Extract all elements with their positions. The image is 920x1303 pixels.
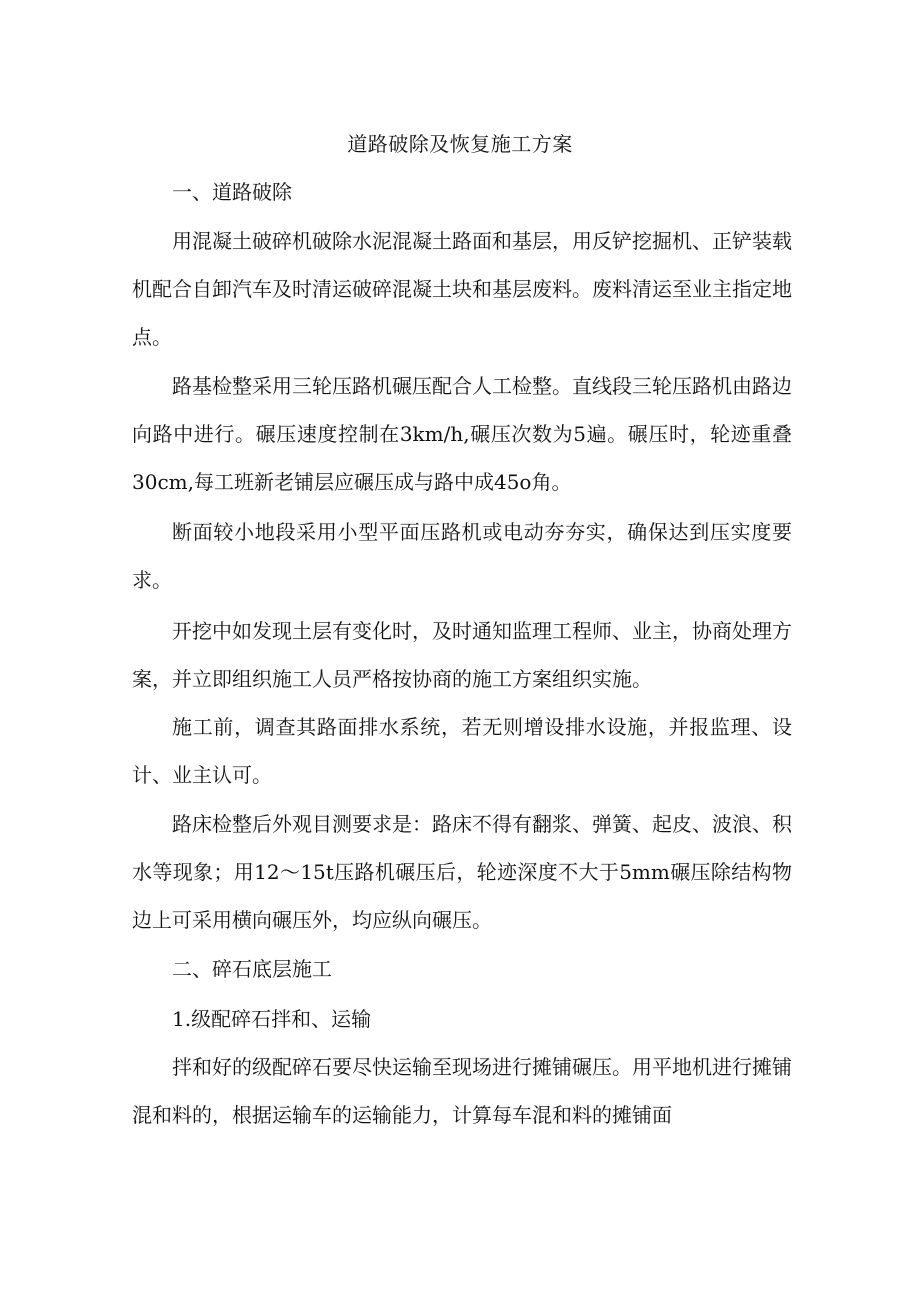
paragraph-4 (132, 607, 792, 703)
paragraph-text: 用混凝土破碎机破除水泥混凝土路面和基层，用反铲挖掘机、正铲装载机配合自卸汽车及时清运破碎混凝土块和基层废料。废料清运至业主指定地点。 (132, 229, 792, 349)
section-heading-text: 二、碎石底层施工 (172, 957, 332, 981)
paragraph-text: 路基检整采用三轮压路机碾压配合人工检整。直线段三轮压路机由路边向路中进行。碾压速度控制在3km/h,碾压次数为5遍。碾压时，轮迹重叠30cm,每工班新老铺层应碾压成与路中成45o角。 (132, 374, 792, 494)
section-heading-text: 一、道路破除 (172, 180, 292, 204)
document-title: 道路破除及恢复施工方案 (347, 132, 573, 156)
paragraph-2 (132, 362, 792, 506)
paragraph-text: 拌和好的级配碎石要尽快运输至现场进行摊铺碾压。用平地机进行摊铺混和料的，根据运输车的运输能力，计算每车混和料的摊铺面 (132, 1055, 792, 1127)
subsection-heading (132, 995, 792, 1043)
paragraph-text: 断面较小地段采用小型平面压路机或电动夯夯实，确保达到压实度要求。 (132, 520, 792, 592)
paragraph-1 (132, 217, 792, 361)
section-heading-gravel-base (132, 945, 792, 993)
paragraph-text: 开挖中如发现土层有变化时，及时通知监理工程师、业主，协商处理方案，并立即组织施工人员严格按协商的施工方案组织实施。 (132, 619, 792, 691)
section-heading-road-removal (132, 168, 792, 216)
paragraph-text: 施工前，调查其路面排水系统，若无则增设排水设施，并报监理、设计、业主认可。 (132, 715, 792, 787)
paragraph-6 (132, 800, 792, 944)
paragraph-text: 路床检整后外观目测要求是：路床不得有翻浆、弹簧、起皮、波浪、积水等现象；用12～15t压路机碾压后，轮迹深度不大于5mm碾压除结构物边上可采用横向碾压外，均应纵向碾压。 (132, 812, 792, 932)
paragraph-5 (132, 703, 792, 799)
subsection-heading-text: 1.级配碎石拌和、运输 (172, 1007, 372, 1031)
paragraph-7 (132, 1043, 792, 1139)
paragraph-3 (132, 508, 792, 604)
